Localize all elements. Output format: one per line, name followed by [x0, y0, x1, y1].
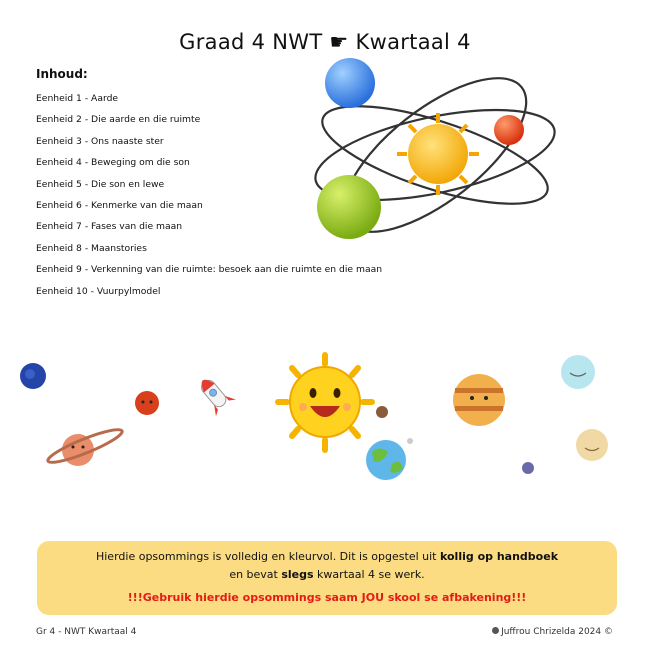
rocket-icon — [193, 372, 236, 416]
toc-item: Eenheid 7 - Fases van die maan — [36, 221, 183, 233]
pale-planet-icon — [576, 429, 608, 461]
notice-warning: !!!Gebruik hierdie opsommings saam JOU skool se afbakening!!! — [127, 591, 527, 604]
author-icon — [492, 627, 499, 634]
earth-icon — [366, 440, 406, 480]
toc-item: Eenheid 9 - Verkenning van die ruimte: besoek aan die ruimte en die maan — [36, 264, 383, 276]
footer-course-label: Gr 4 - NWT Kwartaal 4 — [36, 627, 137, 637]
green-planet-icon — [317, 175, 381, 239]
cute-planets-illustration — [0, 340, 650, 490]
sun-icon — [397, 113, 479, 195]
solar-system-illustration — [305, 55, 565, 245]
toc-item: Eenheid 4 - Beweging om die son — [36, 157, 190, 169]
toc-item: Eenheid 1 - Aarde — [36, 93, 119, 104]
toc-item: Eenheid 6 - Kenmerke van die maan — [36, 199, 203, 211]
notice-text: kwartaal 4 se werk. — [313, 568, 425, 581]
notice-text: Hierdie opsommings is volledig en kleurvol. Dit is opgestel uit — [95, 550, 440, 563]
small-purple-planet-icon — [522, 462, 534, 474]
ringed-planet-icon — [45, 425, 124, 468]
toc-item: Eenheid 3 - Ons naaste ster — [36, 135, 164, 147]
toc-item: Eenheid 5 - Die son en lewe — [36, 178, 165, 190]
footer-author — [492, 627, 613, 637]
uranus-icon — [561, 355, 595, 389]
moon-icon — [407, 438, 413, 444]
notice-text: en bevat — [229, 568, 282, 581]
red-planet-icon — [135, 391, 159, 415]
page-title: Graad 4 NWT ☛ Kwartaal 4 — [179, 30, 471, 54]
red-planet-icon — [494, 115, 524, 145]
toc-item: Eenheid 8 - Maanstories — [36, 242, 147, 254]
happy-sun-icon — [278, 355, 372, 450]
footer-author-text: Juffrou Chrizelda 2024 © — [501, 627, 613, 637]
blue-planet-icon — [20, 363, 46, 389]
notice-box — [37, 541, 617, 615]
toc-item: Eenheid 10 - Vuurpylmodel — [36, 285, 161, 297]
notice-emphasis: kollig op handboek — [439, 550, 559, 563]
notice-emphasis: slegs — [281, 568, 314, 581]
jupiter-icon — [453, 374, 505, 426]
small-planet-icon — [376, 406, 388, 418]
toc-heading: Inhoud: — [36, 67, 88, 81]
blue-planet-icon — [325, 58, 375, 108]
toc-item: Eenheid 2 - Die aarde en die ruimte — [36, 114, 201, 126]
